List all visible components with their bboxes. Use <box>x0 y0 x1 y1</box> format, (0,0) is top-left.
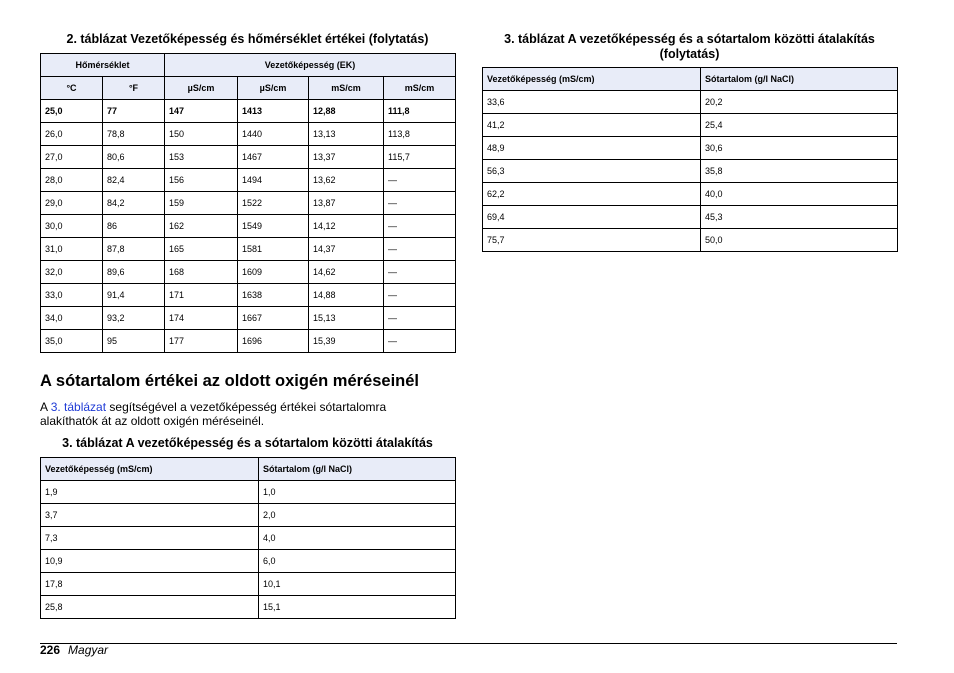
table-cell: 2,0 <box>259 504 456 527</box>
table-cell: 31,0 <box>41 238 103 261</box>
table-cell: 1696 <box>238 330 309 353</box>
table-cell: 30,0 <box>41 215 103 238</box>
table-cell: 35,0 <box>41 330 103 353</box>
table3-row <box>41 596 456 619</box>
table-cell: 1667 <box>238 307 309 330</box>
table-cell: 1413 <box>238 100 309 123</box>
table3cont-row <box>483 183 898 206</box>
paragraph-text: segítségével a vezetőképesség értékei sótartalomra <box>106 400 387 414</box>
table-cell: 13,37 <box>309 146 384 169</box>
table-cell: 32,0 <box>41 261 103 284</box>
table3cont-caption-line: 3. táblázat A vezetőképesség és a sótartalom közötti átalakítás <box>504 32 875 46</box>
table-cell: 147 <box>165 100 238 123</box>
table2-sub-header: µS/cm <box>165 77 238 100</box>
table2-row <box>41 192 456 215</box>
table-cell: 26,0 <box>41 123 103 146</box>
table-cell: 14,88 <box>309 284 384 307</box>
table-cell: 14,12 <box>309 215 384 238</box>
table2-sub-header: °F <box>103 77 165 100</box>
table2-row <box>41 238 456 261</box>
page-number: 226 <box>40 643 61 657</box>
table-cell: 1609 <box>238 261 309 284</box>
table-cell: — <box>384 215 456 238</box>
table-cell: 40,0 <box>701 183 898 206</box>
table3 <box>40 457 456 619</box>
table3cont-row <box>483 137 898 160</box>
table-cell: 156 <box>165 169 238 192</box>
table-cell: 69,4 <box>483 206 701 229</box>
table-cell: 86 <box>103 215 165 238</box>
table-cell: 153 <box>165 146 238 169</box>
table-cell: 84,2 <box>103 192 165 215</box>
table-cell: 1549 <box>238 215 309 238</box>
table2-group-header: Vezetőképesség (EK) <box>165 54 456 77</box>
table2-row <box>41 123 456 146</box>
table-cell: 45,3 <box>701 206 898 229</box>
table-cell: 14,62 <box>309 261 384 284</box>
table-cell: 13,13 <box>309 123 384 146</box>
table-cell: 25,4 <box>701 114 898 137</box>
page-footer <box>40 643 108 657</box>
table-cell: 1638 <box>238 284 309 307</box>
table3-caption: 3. táblázat A vezetőképesség és a sótartalom közötti átalakítás <box>62 436 433 450</box>
table-cell: 25,8 <box>41 596 259 619</box>
table-cell: 77 <box>103 100 165 123</box>
table2-row <box>41 169 456 192</box>
table-cell: 91,4 <box>103 284 165 307</box>
table-cell: 78,8 <box>103 123 165 146</box>
table2-row <box>41 330 456 353</box>
table-cell: 25,0 <box>41 100 103 123</box>
table-cell: 3,7 <box>41 504 259 527</box>
table3cont-header: Sótartalom (g/l NaCl) <box>701 68 898 91</box>
table-cell: 82,4 <box>103 169 165 192</box>
table-cell: 15,1 <box>259 596 456 619</box>
table-cell: 13,62 <box>309 169 384 192</box>
table2-sub-header: mS/cm <box>309 77 384 100</box>
table3cont-row <box>483 160 898 183</box>
table3-header: Sótartalom (g/l NaCl) <box>259 458 456 481</box>
table-cell: 1494 <box>238 169 309 192</box>
table3-header: Vezetőképesség (mS/cm) <box>41 458 259 481</box>
table-cell: 35,8 <box>701 160 898 183</box>
table-cell: 93,2 <box>103 307 165 330</box>
footer-language: Magyar <box>68 643 109 657</box>
table-cell: 80,6 <box>103 146 165 169</box>
table3-continued <box>482 67 898 252</box>
table2-group-header: Hőmérséklet <box>41 54 165 77</box>
table-cell: 62,2 <box>483 183 701 206</box>
table-cell: 17,8 <box>41 573 259 596</box>
table3cont-row <box>483 91 898 114</box>
table2-row <box>41 215 456 238</box>
table-cell: 75,7 <box>483 229 701 252</box>
table-cell: 177 <box>165 330 238 353</box>
table3-row <box>41 550 456 573</box>
table3cont-caption-line: (folytatás) <box>659 47 720 61</box>
table-cell: 29,0 <box>41 192 103 215</box>
table-cell: 1581 <box>238 238 309 261</box>
table-cell: 1522 <box>238 192 309 215</box>
table3cont-row <box>483 229 898 252</box>
table2-row <box>41 146 456 169</box>
table-cell: 6,0 <box>259 550 456 573</box>
table-cell: 13,87 <box>309 192 384 215</box>
table2-sub-header: mS/cm <box>384 77 456 100</box>
table-cell: 1440 <box>238 123 309 146</box>
table-cell: 56,3 <box>483 160 701 183</box>
table-cell: 15,13 <box>309 307 384 330</box>
table-cell: 30,6 <box>701 137 898 160</box>
table-cell: — <box>384 284 456 307</box>
table-cell: 115,7 <box>384 146 456 169</box>
table-cell: 171 <box>165 284 238 307</box>
table3-row <box>41 573 456 596</box>
table-cell: 150 <box>165 123 238 146</box>
table2-row <box>41 284 456 307</box>
table-cell: 48,9 <box>483 137 701 160</box>
table-cell: — <box>384 192 456 215</box>
table2-row <box>41 100 456 123</box>
table3cont-row <box>483 114 898 137</box>
table-cell: — <box>384 169 456 192</box>
table-cell: 162 <box>165 215 238 238</box>
table3-link[interactable]: 3. táblázat <box>50 400 107 414</box>
table-cell: 50,0 <box>701 229 898 252</box>
table-cell: 34,0 <box>41 307 103 330</box>
table2-caption: 2. táblázat Vezetőképesség és hőmérséklet értékei (folytatás) <box>66 32 429 46</box>
table-cell: — <box>384 261 456 284</box>
table-cell: 7,3 <box>41 527 259 550</box>
paragraph-text: alakíthatók át az oldott oxigén méréseinél. <box>40 414 265 428</box>
table-cell: 159 <box>165 192 238 215</box>
table2-sub-header: µS/cm <box>238 77 309 100</box>
table-cell: 12,88 <box>309 100 384 123</box>
table2-row <box>41 307 456 330</box>
table3cont-caption <box>482 32 897 62</box>
table3-row <box>41 504 456 527</box>
table-cell: 1,0 <box>259 481 456 504</box>
table-cell: 95 <box>103 330 165 353</box>
table-cell: 41,2 <box>483 114 701 137</box>
table2 <box>40 53 456 353</box>
table2-sub-header: °C <box>41 77 103 100</box>
table-cell: 20,2 <box>701 91 898 114</box>
table-cell: 1467 <box>238 146 309 169</box>
table3-row <box>41 481 456 504</box>
table3-row <box>41 527 456 550</box>
table-cell: 4,0 <box>259 527 456 550</box>
section-heading: A sótartalom értékei az oldott oxigén méréseinél <box>40 372 420 390</box>
paragraph-text: A <box>40 400 51 414</box>
table-cell: 111,8 <box>384 100 456 123</box>
table-cell: 10,9 <box>41 550 259 573</box>
footer-divider <box>40 643 897 644</box>
table-cell: 10,1 <box>259 573 456 596</box>
table-cell: — <box>384 307 456 330</box>
table3cont-header: Vezetőképesség (mS/cm) <box>483 68 701 91</box>
table-cell: 87,8 <box>103 238 165 261</box>
table-cell: 27,0 <box>41 146 103 169</box>
table-cell: 33,0 <box>41 284 103 307</box>
table-cell: 1,9 <box>41 481 259 504</box>
table-cell: — <box>384 238 456 261</box>
table-cell: 174 <box>165 307 238 330</box>
table-cell: 28,0 <box>41 169 103 192</box>
table2-row <box>41 261 456 284</box>
table-cell: 15,39 <box>309 330 384 353</box>
table-cell: 168 <box>165 261 238 284</box>
table-cell: 165 <box>165 238 238 261</box>
table-cell: 113,8 <box>384 123 456 146</box>
table-cell: 14,37 <box>309 238 384 261</box>
section-paragraph <box>40 400 460 428</box>
table-cell: 33,6 <box>483 91 701 114</box>
table3cont-row <box>483 206 898 229</box>
table-cell: — <box>384 330 456 353</box>
table-cell: 89,6 <box>103 261 165 284</box>
